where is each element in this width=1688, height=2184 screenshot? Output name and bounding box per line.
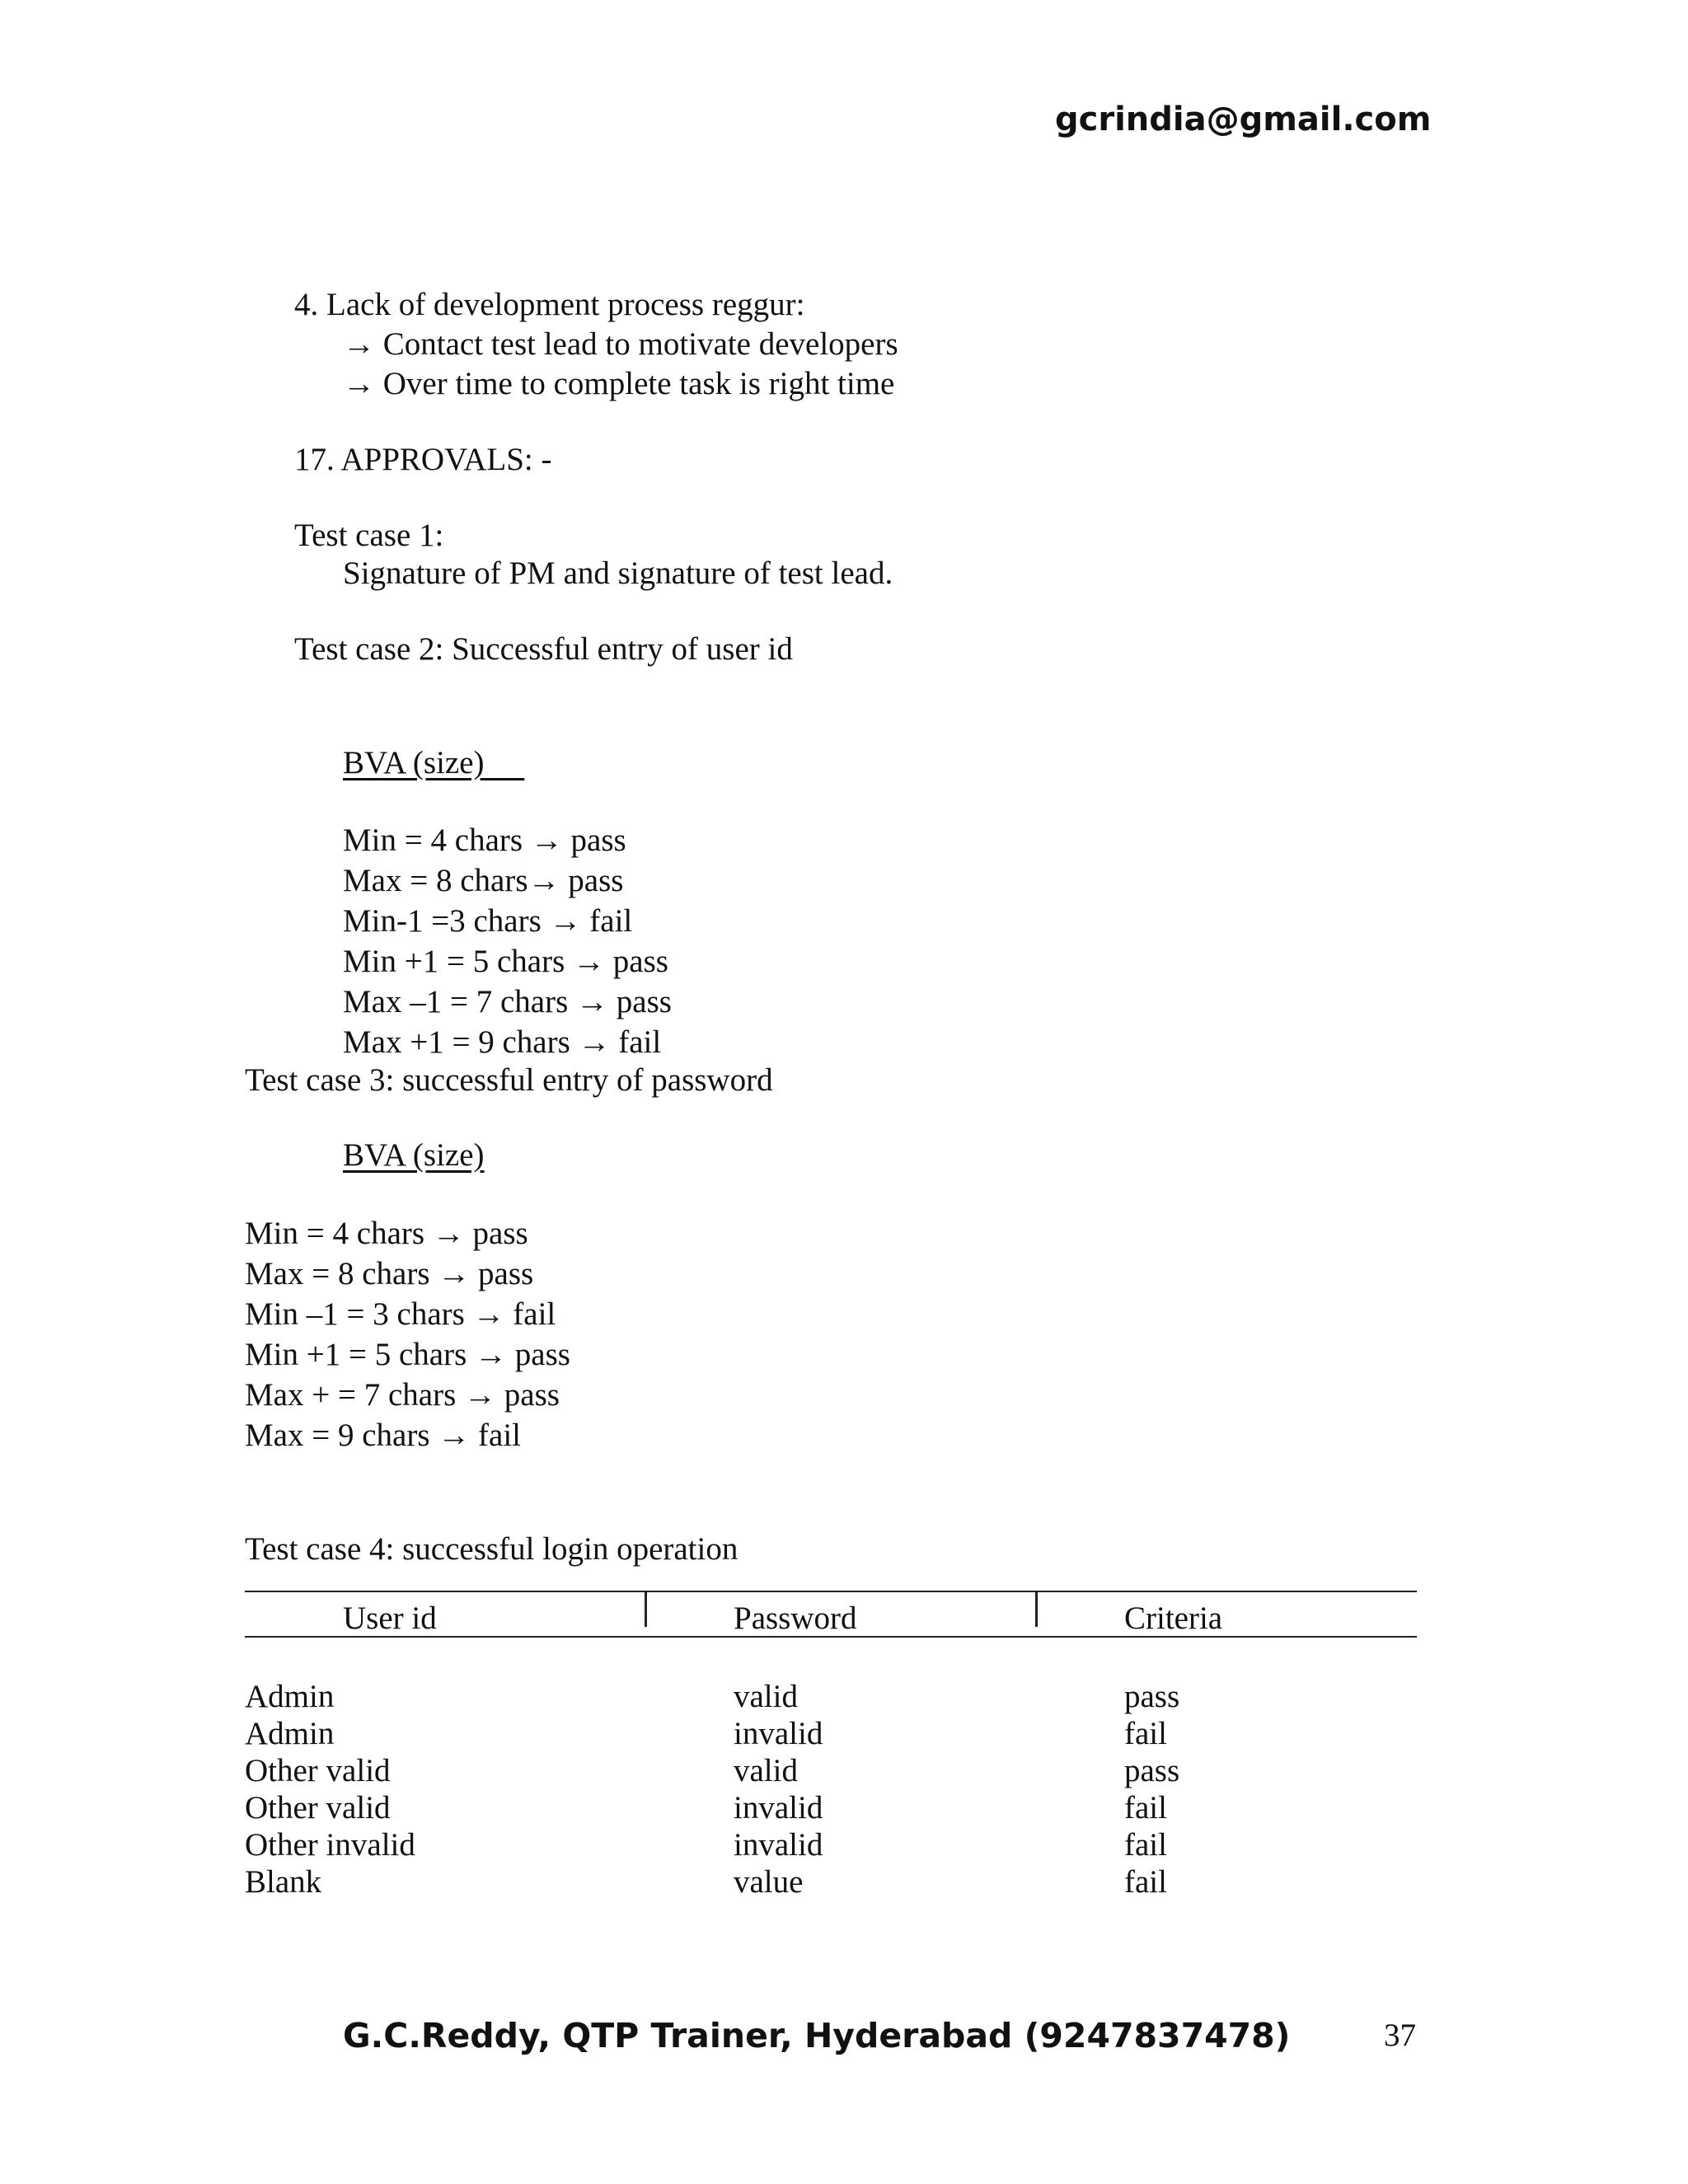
table-cell-user-id: Blank [245, 1864, 322, 1900]
table-cell-password: value [734, 1864, 804, 1900]
table-header-user-id: User id [343, 1601, 437, 1636]
footer-author: G.C.Reddy, QTP Trainer, Hyderabad (9247837478) [343, 2016, 1291, 2055]
test-case-3-bva-row: Max = 8 chars → pass [245, 1256, 534, 1291]
table-cell-user-id: Other valid [245, 1753, 391, 1788]
test-case-3-bva-row: Max + = 7 chars → pass [245, 1377, 560, 1413]
test-case-2-bva-row: Max +1 = 9 chars → fail [343, 1024, 662, 1060]
table-cell-user-id: Other valid [245, 1790, 391, 1825]
table-header-bottom-rule [245, 1636, 1417, 1638]
table-cell-criteria: fail [1124, 1827, 1167, 1863]
test-case-1-detail: Signature of PM and signature of test lead. [343, 555, 893, 591]
table-header-criteria: Criteria [1124, 1601, 1223, 1636]
table-cell-criteria: fail [1124, 1716, 1167, 1751]
table-cell-criteria: fail [1124, 1864, 1167, 1900]
test-case-2-bva-row: Min = 4 chars → pass [343, 823, 626, 858]
test-case-3-title: Test case 3: successful entry of password [245, 1062, 773, 1098]
test-case-3-bva-row: Max = 9 chars → fail [245, 1418, 521, 1453]
table-cell-password: valid [734, 1753, 798, 1788]
table-header-divider [1035, 1591, 1038, 1627]
table-cell-criteria: fail [1124, 1790, 1167, 1825]
test-case-2-title: Test case 2: Successful entry of user id [294, 631, 793, 667]
test-case-2-bva-label: BVA (size) [343, 745, 485, 780]
item-4-point-1: → Contact test lead to motivate developers [343, 326, 898, 362]
table-cell-password: valid [734, 1679, 798, 1714]
table-cell-criteria: pass [1124, 1679, 1180, 1714]
page-number: 37 [1384, 2018, 1416, 2053]
table-cell-password: invalid [734, 1716, 823, 1751]
table-cell-criteria: pass [1124, 1753, 1180, 1788]
test-case-1-title: Test case 1: [294, 518, 444, 553]
table-header-password: Password [734, 1601, 857, 1636]
table-top-rule [245, 1591, 1417, 1592]
table-cell-user-id: Admin [245, 1679, 335, 1714]
test-case-3-bva-row: Min = 4 chars → pass [245, 1216, 528, 1251]
table-header-divider [645, 1591, 647, 1627]
test-case-3-bva-row: Min –1 = 3 chars → fail [245, 1296, 556, 1332]
table-cell-user-id: Other invalid [245, 1827, 415, 1863]
header-email: gcrindia@gmail.com [1055, 101, 1432, 138]
test-case-3-bva-label: BVA (size) [343, 1137, 485, 1173]
item-4-title: 4. Lack of development process reggur: [294, 287, 805, 322]
test-case-2-bva-row: Min-1 =3 chars → fail [343, 903, 633, 939]
table-cell-password: invalid [734, 1790, 823, 1825]
test-case-2-bva-row: Min +1 = 5 chars → pass [343, 944, 668, 979]
test-case-2-bva-row: Max = 8 chars→ pass [343, 863, 624, 898]
item-4-point-2: → Over time to complete task is right time [343, 366, 895, 401]
approvals-heading: 17. APPROVALS: - [294, 442, 552, 477]
test-case-3-bva-row: Min +1 = 5 chars → pass [245, 1337, 570, 1372]
table-cell-password: invalid [734, 1827, 823, 1863]
test-case-2-bva-row: Max –1 = 7 chars → pass [343, 984, 672, 1019]
test-case-4-title: Test case 4: successful login operation [245, 1531, 738, 1567]
table-cell-user-id: Admin [245, 1716, 335, 1751]
